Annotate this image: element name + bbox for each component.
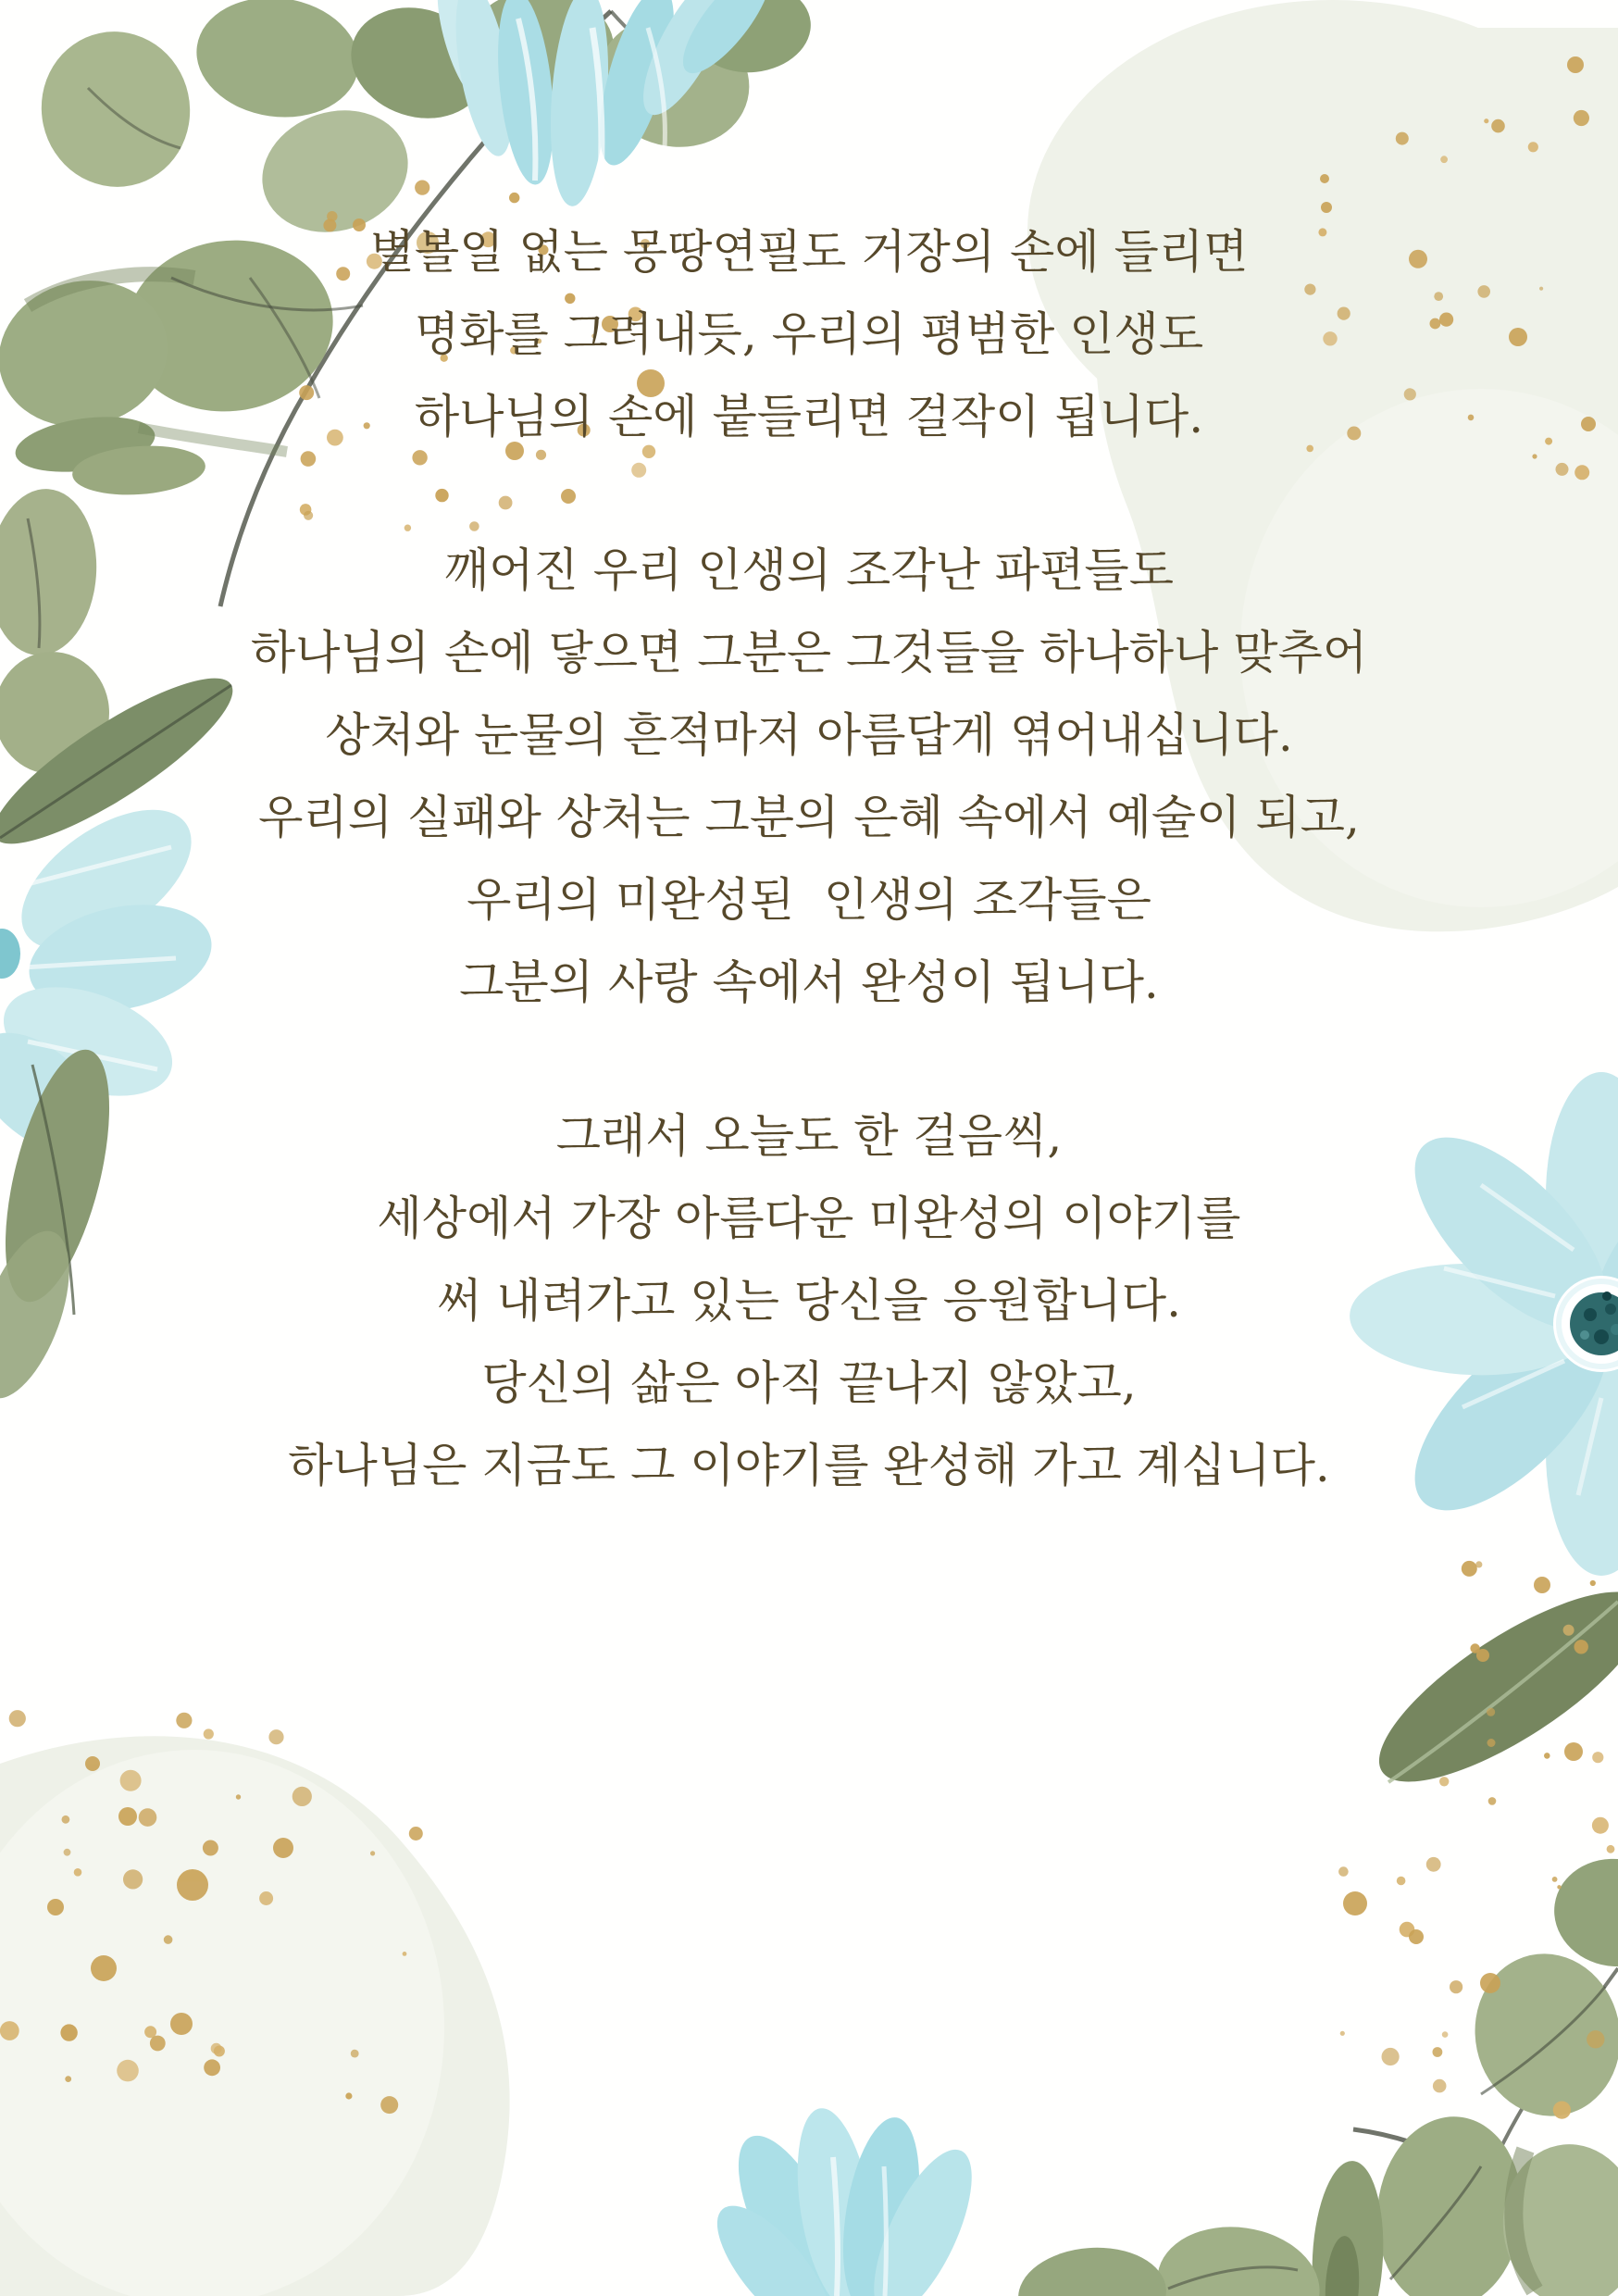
- poem-line: 우리의 실패와 상처는 그분의 은혜 속에서 예술이 되고,: [258, 791, 1360, 844]
- poem-stanza-2: [0, 530, 1618, 1024]
- pale-wash-bottom-left: [0, 1736, 510, 2296]
- poem-line: 그분의 사랑 속에서 완성이 됩니다.: [459, 955, 1159, 1009]
- poem-line: 우리의 미완성된 인생의 조각들은: [467, 873, 1151, 927]
- poem-line: 써 내려가고 있는 당신을 응원합니다.: [437, 1274, 1181, 1328]
- poem-text: [0, 211, 1618, 1578]
- poem-line: 깨어진 우리 인생의 조각난 파편들도: [443, 543, 1175, 597]
- poem-line: 별볼일 없는 몽땅연필도 거장의 손에 들리면: [369, 225, 1249, 279]
- poem-line: 상처와 눈물의 흔적마저 아름답게 엮어내십니다.: [325, 708, 1293, 762]
- poem-line: 세상에서 가장 아름다운 미완성의 이야기를: [377, 1192, 1241, 1245]
- poem-stanza-1: [0, 211, 1618, 458]
- poem-line: 하나님의 손에 닿으면 그분은 그것들을 하나하나 맞추어: [250, 626, 1368, 680]
- eucalyptus-branch-bottom-right: [1015, 1851, 1618, 2296]
- blue-fan-flower-bottom: [699, 2103, 1092, 2296]
- poem-line: 그래서 오늘도 한 걸음씩,: [555, 1109, 1063, 1163]
- poem-stanza-3: [0, 1095, 1618, 1507]
- poem-line: 당신의 삶은 아직 끝나지 않았고,: [481, 1356, 1137, 1410]
- poem-line: 하나님의 손에 붙들리면 걸작이 됩니다.: [414, 390, 1204, 443]
- poem-line: 하나님은 지금도 그 이야기를 완성해 가고 계십니다.: [288, 1439, 1330, 1492]
- poem-line: 명화를 그려내듯, 우리의 평범한 인생도: [414, 307, 1204, 361]
